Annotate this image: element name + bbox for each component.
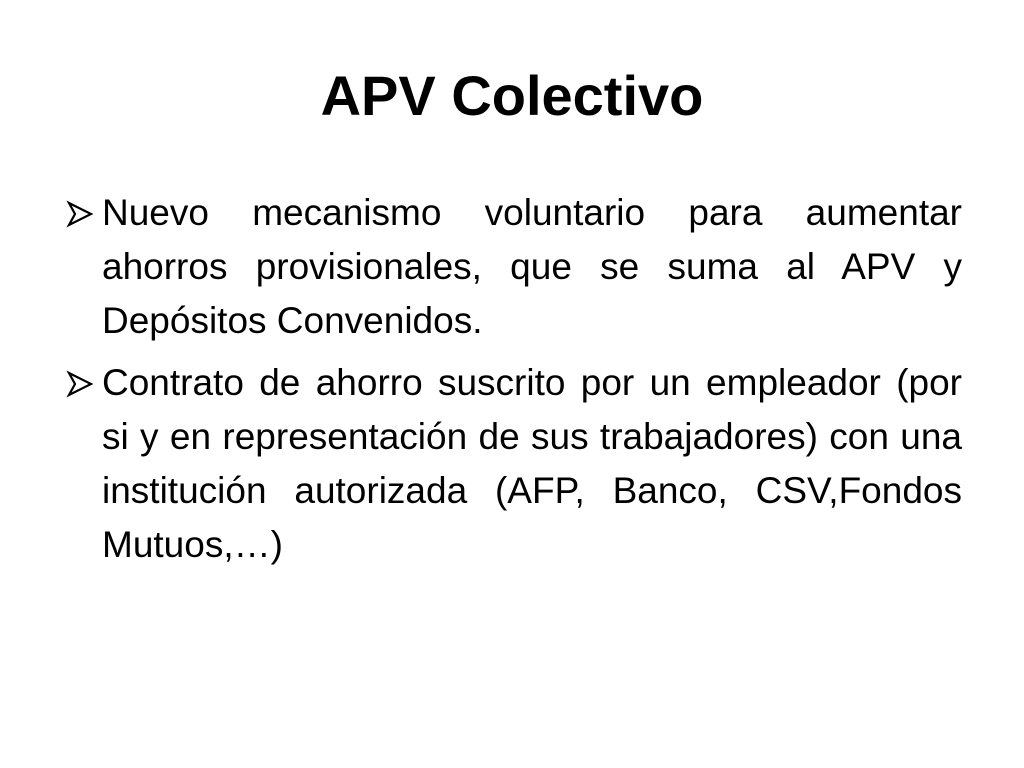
slide-title: APV Colectivo xyxy=(320,64,704,127)
arrowhead-bullet-icon xyxy=(66,370,94,398)
bullet-item xyxy=(62,356,962,572)
bullet-item xyxy=(62,186,962,348)
bullet-list xyxy=(62,186,962,580)
bullet-text: Nuevo mecanismo voluntario para aumentar ahorros provisionales, que se suma al APV y Depósitos Convenidos. xyxy=(102,192,962,341)
bullet-text: Contrato de ahorro suscrito por un empleador (por si y en representación de sus trabajadores) con una institución autorizada (AFP, Banco, CSV,Fondos Mutuos,…) xyxy=(102,362,962,565)
arrowhead-bullet-icon xyxy=(66,200,94,228)
